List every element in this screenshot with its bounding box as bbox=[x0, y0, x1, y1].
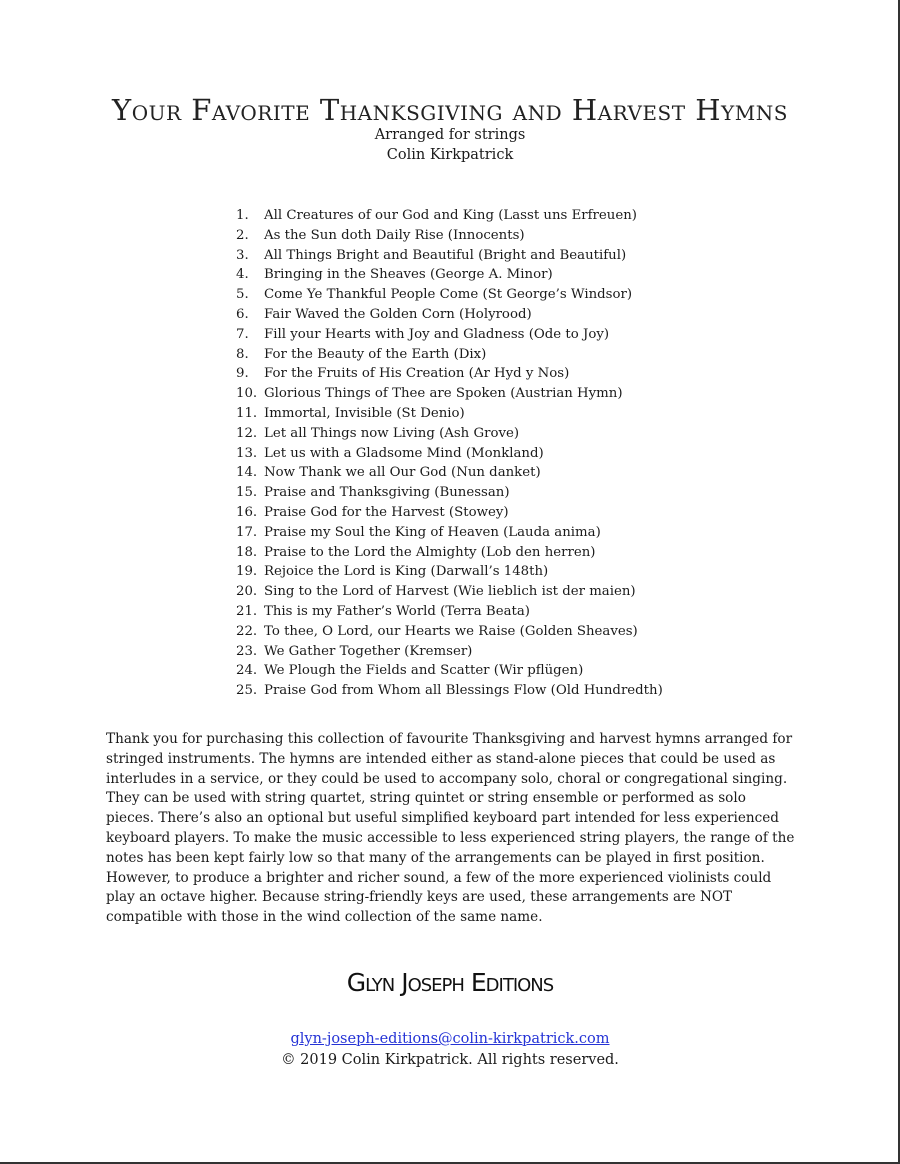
hymn-list-item bbox=[236, 305, 663, 325]
hymn-number: 17. bbox=[236, 524, 258, 540]
hymn-title: Rejoice the Lord is King (Darwall’s 148th) bbox=[264, 564, 549, 580]
hymn-title: Let us with a Gladsome Mind (Monkland) bbox=[264, 445, 544, 461]
hymn-number: 22. bbox=[236, 623, 258, 639]
hymn-list-item bbox=[236, 463, 663, 483]
hymn-list-item bbox=[236, 206, 663, 226]
hymn-title: Fair Waved the Golden Corn (Holyrood) bbox=[264, 306, 532, 322]
hymn-number: 1. bbox=[236, 208, 249, 223]
arrangement-note: Arranged for strings bbox=[374, 127, 526, 143]
hymn-title: Bringing in the Sheaves (George A. Minor) bbox=[264, 267, 553, 283]
hymn-title: To thee, O Lord, our Hearts we Raise (Golden Sheaves) bbox=[264, 623, 638, 639]
hymn-list-item bbox=[236, 681, 663, 701]
hymn-list bbox=[236, 206, 663, 701]
hymn-title: As the Sun doth Daily Rise (Innocents) bbox=[264, 227, 525, 243]
hymn-title: Immortal, Invisible (St Denio) bbox=[264, 405, 465, 421]
hymn-number: 4. bbox=[236, 267, 249, 283]
hymn-list-item bbox=[236, 602, 663, 622]
hymn-number: 9. bbox=[236, 366, 249, 382]
hymn-number: 13. bbox=[236, 445, 258, 461]
document-title: Your Favorite Thanksgiving and Harvest Hymns bbox=[112, 93, 788, 127]
hymn-number: 6. bbox=[236, 306, 249, 322]
hymn-title: Praise my Soul the King of Heaven (Lauda anima) bbox=[264, 524, 601, 540]
hymn-number: 21. bbox=[236, 603, 258, 619]
contact-email-link[interactable]: glyn-joseph-editions@colin-kirkpatrick.com bbox=[290, 1031, 610, 1047]
hymn-list-item bbox=[236, 345, 663, 365]
hymn-list-item bbox=[236, 503, 663, 523]
hymn-list-item bbox=[236, 226, 663, 246]
hymn-title: Praise God from Whom all Blessings Flow (Old Hundredth) bbox=[264, 683, 663, 699]
hymn-list-item bbox=[236, 325, 663, 345]
hymn-number: 15. bbox=[236, 485, 258, 501]
hymn-list-item bbox=[236, 622, 663, 642]
hymn-list-item bbox=[236, 285, 663, 305]
author-name: Colin Kirkpatrick bbox=[386, 147, 514, 163]
hymn-number: 11. bbox=[236, 405, 258, 421]
hymn-title: Fill your Hearts with Joy and Gladness (Ode to Joy) bbox=[264, 326, 610, 342]
hymn-title: Sing to the Lord of Harvest (Wie lieblich ist der maien) bbox=[264, 584, 636, 600]
document-subtitle-block bbox=[0, 125, 900, 165]
hymn-number: 10. bbox=[236, 386, 258, 402]
hymn-number: 16. bbox=[236, 504, 258, 520]
hymn-list-item bbox=[236, 543, 663, 563]
publisher-logo: Glyn Joseph Editions bbox=[346, 968, 554, 997]
hymn-list-item bbox=[236, 483, 663, 503]
contact-email-line bbox=[0, 1029, 900, 1049]
hymn-title: All Things Bright and Beautiful (Bright and Beautiful) bbox=[264, 247, 627, 263]
hymn-number: 14. bbox=[236, 465, 258, 481]
hymn-title: Glorious Things of Thee are Spoken (Austrian Hymn) bbox=[264, 386, 623, 402]
hymn-number: 18. bbox=[236, 544, 258, 560]
hymn-number: 2. bbox=[236, 227, 249, 243]
hymn-title: Praise to the Lord the Almighty (Lob den herren) bbox=[264, 544, 596, 560]
hymn-list-item bbox=[236, 582, 663, 602]
hymn-list-item bbox=[236, 404, 663, 424]
hymn-number: 8. bbox=[236, 346, 249, 362]
hymn-number: 23. bbox=[236, 643, 258, 659]
hymn-list-item bbox=[236, 523, 663, 543]
hymn-list-item bbox=[236, 642, 663, 662]
hymn-number: 7. bbox=[236, 326, 249, 342]
hymn-list-item bbox=[236, 562, 663, 582]
hymn-list-item bbox=[236, 364, 663, 384]
hymn-title: We Plough the Fields and Scatter (Wir pflügen) bbox=[264, 663, 584, 679]
hymn-list-item bbox=[236, 265, 663, 285]
hymn-list-item bbox=[236, 661, 663, 681]
hymn-title: All Creatures of our God and King (Lasst uns Erfreuen) bbox=[264, 208, 637, 223]
hymn-title: For the Beauty of the Earth (Dix) bbox=[264, 346, 487, 362]
hymn-number: 24. bbox=[236, 663, 258, 679]
hymn-list-item bbox=[236, 384, 663, 404]
hymn-number: 25. bbox=[236, 683, 258, 699]
copyright-notice: © 2019 Colin Kirkpatrick. All rights reserved. bbox=[281, 1052, 619, 1068]
hymn-number: 19. bbox=[236, 564, 258, 580]
hymn-title: Let all Things now Living (Ash Grove) bbox=[264, 425, 520, 441]
hymn-title: Praise and Thanksgiving (Bunessan) bbox=[264, 485, 510, 501]
hymn-number: 20. bbox=[236, 584, 258, 600]
hymn-list-item bbox=[236, 444, 663, 464]
hymn-number: 3. bbox=[236, 247, 249, 263]
hymn-title: Now Thank we all Our God (Nun danket) bbox=[264, 465, 541, 481]
hymn-number: 5. bbox=[236, 287, 249, 303]
hymn-list-item bbox=[236, 246, 663, 266]
hymn-number: 12. bbox=[236, 425, 258, 441]
hymn-title: We Gather Together (Kremser) bbox=[264, 643, 473, 659]
hymn-title: This is my Father’s World (Terra Beata) bbox=[264, 603, 530, 619]
hymn-title: For the Fruits of His Creation (Ar Hyd y Nos) bbox=[264, 366, 570, 382]
intro-paragraph: Thank you for purchasing this collection of favourite Thanksgiving and harvest hymns arranged for stringed instruments. The hymns are intended either as stand-alone pieces that could be used as interludes in a service, or they could be used to accompany solo, choral or congregational singing. They can be used with string quartet, string quintet or string ensemble or performed as solo pieces. There’s also an optional but useful simplified keyboard part intended for less experienced keyboard players. To make the music accessible to less experienced string players, the range of the notes has been kept fairly low so that many of the arrangements can be played in first position. However, to produce a brighter and richer sound, a few of the more experienced violinists could play an octave higher. Because string-friendly keys are used, these arrangements are NOT compatible with those in the wind collection of the same name. bbox=[106, 731, 795, 926]
hymn-list-item bbox=[236, 424, 663, 444]
hymn-title: Praise God for the Harvest (Stowey) bbox=[264, 504, 509, 520]
hymn-title: Come Ye Thankful People Come (St George’s Windsor) bbox=[264, 287, 633, 303]
